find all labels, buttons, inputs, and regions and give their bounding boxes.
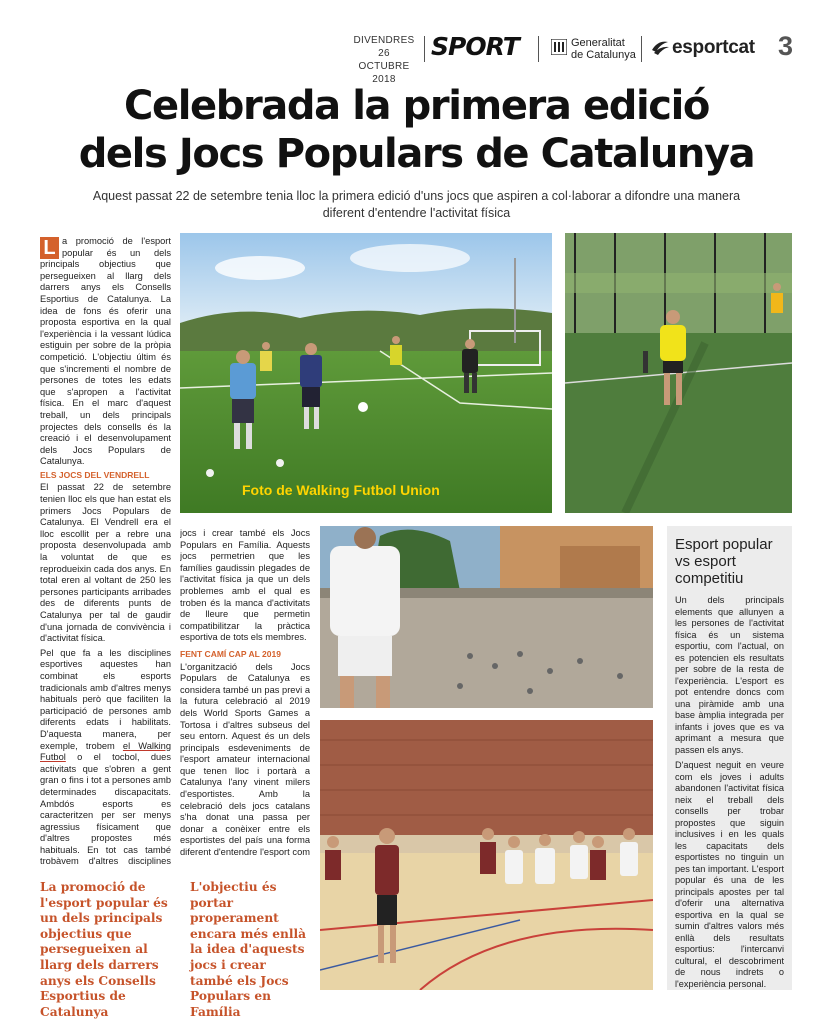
standfirst-line-2: diferent d'entendre l'activitat física xyxy=(322,206,511,220)
issue-date xyxy=(350,34,418,86)
photo-walking-football xyxy=(180,233,552,513)
pull-quote-2: L'objectiu és portar properament encara més enllà la idea d'aquests jocs i crear també els Jocs Populars en Família xyxy=(190,880,307,1019)
headline-line-1: Celebrada la primera edició xyxy=(124,83,709,129)
sidebar-title: Esport popular vs esport competitiu xyxy=(675,536,773,587)
paragraph-disciplines-end: o el tocbol, dues activitats que s'obren a gent gran o fins i tot a persones amb determinades discapacitats. Ambdós esports es caracteritzen per ser menys agressius físicament que d'altres propostes més habituals. En tot cas també trobàvem d'altres disciplines xyxy=(40,752,171,866)
walking-futbol-mention: el Walking Futbol xyxy=(40,740,171,763)
generalitat-line-2: de Catalunya xyxy=(571,49,636,61)
header-divider xyxy=(641,36,642,62)
esportcat-logo: esportcat xyxy=(672,37,755,58)
photo-petanque xyxy=(320,526,653,708)
page-number: 3 xyxy=(778,31,794,61)
sidebar-paragraph-2: D'aquest neguit en veure com els joves i adults abandonen l'activitat física neix el treball dels consells per trobar propostes que siguin inclusives i en les quals les capacitats dels esportistes no tinguin un pes tan important. L'esport popular és una de les principals apostes per tal d'oferir una alternativa esportiva en la qual se sumin d'altres valors més enllà dels resultats esportius: l'intercanvi cultural, el descobriment de nous indrets o l'experiència personal. xyxy=(675,760,784,989)
sidebar-box xyxy=(667,526,792,990)
date-line-2: OCTUBRE 2018 xyxy=(358,61,410,85)
pull-quote-1: La promoció de l'esport popular és un dels principals objectius que persegueixen al llarg dels darrers anys els Consells Esportius de Catalunya xyxy=(40,880,168,1019)
headline xyxy=(40,82,793,178)
photo-padel xyxy=(565,233,792,513)
standfirst xyxy=(70,188,763,222)
paragraph-intro: a promoció de l'esport popular és un dels principals objectius que persegueixen al llarg dels darrers anys els Consells Esportius de Catalunya. La idea de fons és oferir una proposta esportiva en la qual l'experiència i la vessant lúdica estiguin per sobre de la pròpia competició. L'objectiu últim és que s'incrementi el nombre de persones de totes les edats que s'apropen a l'activitat física. En el marc d'aquest treball, un dels principals projectes dels consells és la creació i el desenvolupament dels Jocs Populars de Catalunya. xyxy=(40,236,171,467)
generalitat-emblem-icon xyxy=(551,39,567,55)
esportcat-swoosh-icon xyxy=(650,38,670,56)
header-divider xyxy=(424,36,425,62)
subhead-vendrell: ELS JOCS DEL VENDRELL xyxy=(40,469,150,480)
date-line-1: DIVENDRES 26 xyxy=(353,35,415,59)
paragraph-2019: L'organització dels Jocs Populars de Catalunya es considera també un pas previ a la futura celebració al 2019 dels World Sports Games a Tortosa i d'altres subseus del seu entorn. Aquest és un dels principals esdeveniments de l'esport amateur internacional que tenen lloc i portarà a Catalunya l'any vinent milers d'esportistes. Amb la celebració dels jocs catalans s'ha donat una passa per donar a conèixer entre els esportistes del país una forma diferent d'entendre l'esport com xyxy=(180,661,310,858)
article-column-2 xyxy=(180,528,310,860)
headline-line-2: dels Jocs Populars de Catalunya xyxy=(78,131,755,177)
sport-logo: SPORT xyxy=(431,32,519,61)
generalitat-line-1: Generalitat xyxy=(571,37,625,49)
photo-handball xyxy=(320,720,653,990)
sidebar-body xyxy=(675,595,784,990)
paragraph-vendrell: El passat 22 de setembre tenien lloc els que han estat els primers Jocs Populars de Catalunya. El Vendrell era el lloc escollit per a rebre una proposta desenvolupada amb la voluntat de que es reprodueixin cada dos anys. En total eren al voltant de 250 les persones participants arribades des de diferents punts de Catalunya per tal de gaudir d'una jornada de convivència i d'activitat física. xyxy=(40,482,171,644)
header-divider xyxy=(538,36,539,62)
article-column-1 xyxy=(40,236,171,866)
paragraph-family: jocs i crear també els Jocs Populars en Família. Aquests jocs permetrien que les famílies gaudissin plegades de l'activitat física ja que un dels problemes amb el qual es troben és la manca d'activitats de lleure que permetin compatibilitzar la pràctica esportiva de tots els membres. xyxy=(180,528,310,643)
subhead-2019: FENT CAMÍ CAP AL 2019 xyxy=(180,648,281,659)
paragraph-disciplines-start: Pel que fa a les disciplines esportives aquestes han combinat els esports tradicionals amb d'altres menys habituals però que faciliten la participació de persones amb diferents edats i habilitats. D'aquesta manera, per exemple, trobem xyxy=(40,647,171,751)
photo-caption: Foto de Walking Futbol Union xyxy=(242,482,440,498)
standfirst-line-1: Aquest passat 22 de setembre tenia lloc la primera edició d'uns jocs que aspiren a col·laborar a difondre una manera xyxy=(92,189,741,203)
drop-cap: L xyxy=(40,237,59,259)
sidebar-paragraph-1: Un dels principals elements que allunyen a les persones de l'activitat física és un sistema esportiu, com l'actual, on es potencien els resultats per sobre de la resta de l'experiència. L'esport es pot entendre doncs com una piràmide amb una base àmplia integrada per infants i joves que es va aprimant a mesura que passen els anys. xyxy=(675,595,784,755)
generalitat-logo xyxy=(571,37,636,61)
